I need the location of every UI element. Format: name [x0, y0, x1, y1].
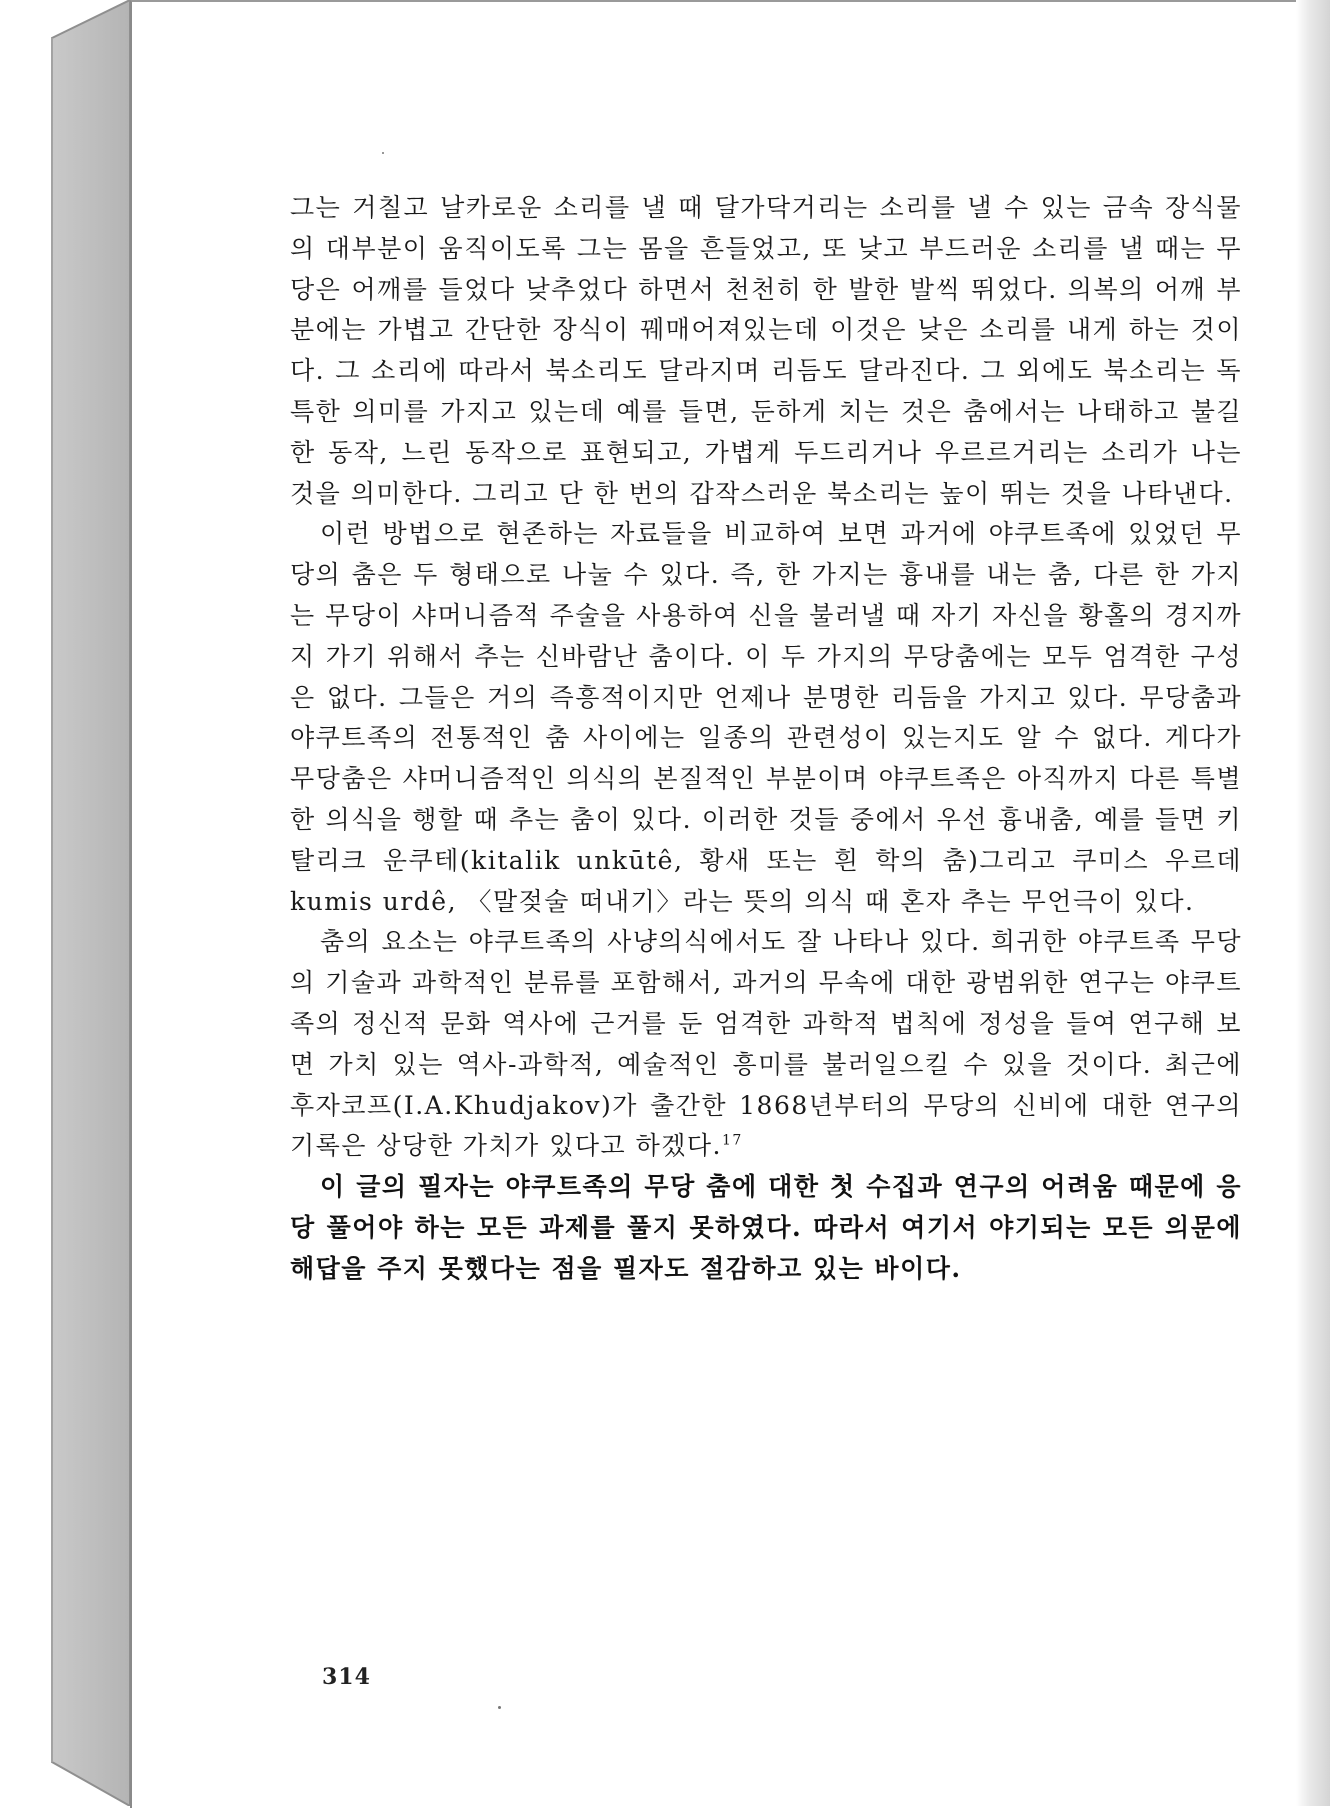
page-edge-shadow	[1296, 0, 1330, 1806]
paper-speck	[498, 1706, 501, 1709]
book-spine-shape	[0, 0, 140, 1806]
book-spine	[0, 0, 140, 1806]
body-text	[290, 188, 1242, 1290]
paragraph-3-text: 춤의 요소는 야쿠트족의 사냥의식에서도 잘 나타나 있다. 희귀한 야쿠트족 무당의 기술과 과학적인 분류를 포함해서, 과거의 무속에 대한 광범위한 연구는 야쿠트족의 정신적 문화 역사에 근거를 둔 엄격한 과학적 법칙에 정성을 들여 연구해 보면 가치 있는 역사-과학적, 예술적인 흥미를 불러일으킬 수 있을 것이다. 최근에 후자코프(I.A.Khudjakov)가 출간한 1868년부터의 무당의 신비에 대한 연구의 기록은 상당한 가치가 있다고 하겠다.	[290, 927, 1242, 1161]
paragraph-2: 이런 방법으로 현존하는 자료들을 비교하여 보면 과거에 야쿠트족에 있었던 무당의 춤은 두 형태으로 나눌 수 있다. 즉, 한 가지는 흉내를 내는 춤, 다른 한 가지는 무당이 샤머니즘적 주술을 사용하여 신을 불러낼 때 자기 자신을 황홀의 경지까지 가기 위해서 추는 신바람난 춤이다. 이 두 가지의 무당춤에는 모두 엄격한 구성은 없다. 그들은 거의 즉흥적이지만 언제나 분명한 리듬을 가지고 있다. 무당춤과 야쿠트족의 전통적인 춤 사이에는 일종의 관련성이 있는지도 알 수 없다. 게다가 무당춤은 샤머니즘적인 의식의 본질적인 부분이며 야쿠트족은 아직까지 다른 특별한 의식을 행할 때 추는 춤이 있다. 이러한 것들 중에서 우선 흉내춤, 예를 들면 키탈리크 운쿠테(kitalik unkūtê, 황새 또는 흰 학의 춤)그리고 쿠미스 우르데kumis urdê, 〈말젖술 떠내기〉라는 뜻의 의식 때 혼자 추는 무언극이 있다.	[290, 519, 1242, 916]
paragraph-3	[290, 922, 1242, 1167]
footnote-reference: 17	[722, 1133, 743, 1149]
paragraph-4: 이 글의 필자는 야쿠트족의 무당 춤에 대한 첫 수집과 연구의 어려움 때문에 응당 풀어야 하는 모든 과제를 풀지 못하였다. 따라서 여기서 야기되는 모든 의문에 해답을 주지 못했다는 점을 필자도 절감하고 있는 바이다.	[290, 1172, 1242, 1283]
paragraph-1: 그는 거칠고 날카로운 소리를 낼 때 달가닥거리는 소리를 낼 수 있는 금속 장식물의 대부분이 움직이도록 그는 몸을 흔들었고, 또 낮고 부드러운 소리를 낼 때는 무당은 어깨를 들었다 낮추었다 하면서 천천히 한 발한 발씩 뛰었다. 의복의 어깨 부분에는 가볍고 간단한 장식이 꿰매어져있는데 이것은 낮은 소리를 내게 하는 것이다. 그 소리에 따라서 북소리도 달라지며 리듬도 달라진다. 그 외에도 북소리는 독특한 의미를 가지고 있는데 예를 들면, 둔하게 치는 것은 춤에서는 나태하고 불길한 동작, 느린 동작으로 표현되고, 가볍게 두드리거나 우르르거리는 소리가 나는 것을 의미한다. 그리고 단 한 번의 갑작스러운 북소리는 높이 뛰는 것을 나타낸다.	[290, 193, 1242, 508]
page-number: 314	[322, 1664, 371, 1690]
paper-speck	[382, 152, 384, 154]
